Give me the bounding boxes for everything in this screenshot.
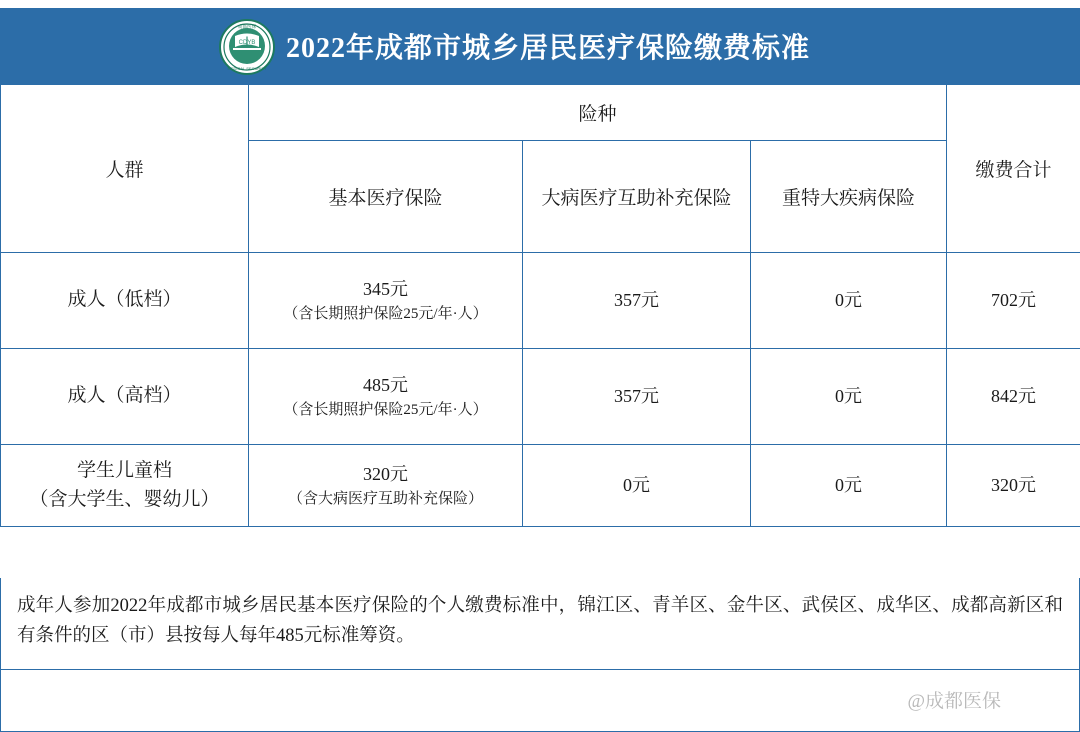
- footer-bar: [0, 670, 1080, 732]
- cell-basic-amount: 485元: [363, 374, 408, 395]
- table-row: [1, 253, 1080, 349]
- table-header-row-1: [1, 85, 1080, 141]
- svg-text:成都医保: 成都医保: [237, 24, 257, 29]
- row-label-student: [1, 445, 249, 527]
- cell-critical-student: 0元: [751, 445, 947, 527]
- premium-table-wrapper: [0, 84, 1080, 527]
- table-row: [1, 445, 1080, 527]
- page-title: 2022年成都市城乡居民医疗保险缴费标准: [286, 33, 811, 64]
- table-footnote: 成年人参加2022年成都市城乡居民基本医疗保险的个人缴费标准中，锦江区、青羊区、金牛区、武侯区、成华区、成都高新区和有条件的区（市）县按每人每年485元标准筹资。: [0, 578, 1080, 670]
- cell-basic-adult-low: [249, 253, 523, 349]
- svg-text:MEDICAL SECURITY: MEDICAL SECURITY: [227, 66, 267, 71]
- cell-total-adult-low: 702元: [947, 253, 1080, 349]
- row-label-adult-low: 成人（低档）: [1, 253, 249, 349]
- premium-table: [0, 84, 1080, 527]
- cell-critical-adult-low: 0元: [751, 253, 947, 349]
- svg-text:CDYB: CDYB: [238, 40, 256, 46]
- cell-serious-adult-low: 357元: [523, 253, 751, 349]
- cell-critical-adult-high: 0元: [751, 349, 947, 445]
- cell-serious-student: 0元: [523, 445, 751, 527]
- cell-serious-adult-high: 357元: [523, 349, 751, 445]
- cell-basic-student: [249, 445, 523, 527]
- medical-insurance-emblem-icon: [218, 18, 276, 76]
- row-label-student-line1: 学生儿童档: [76, 460, 172, 481]
- header-insurance-group: 险种: [249, 85, 947, 141]
- header-serious-illness-insurance: 大病医疗互助补充保险: [523, 141, 751, 253]
- cell-basic-note: （含大病医疗互助补充保险）: [287, 490, 483, 507]
- cell-total-adult-high: 842元: [947, 349, 1080, 445]
- header-basic-insurance: 基本医疗保险: [249, 141, 523, 253]
- cell-basic-amount: 320元: [363, 463, 408, 484]
- cell-basic-note: （含长期照护保险25元/年·人）: [283, 305, 488, 322]
- header-critical-illness-insurance: 重特大疾病保险: [751, 141, 947, 253]
- watermark-label: @成都医保: [907, 691, 1001, 712]
- table-row: [1, 349, 1080, 445]
- row-label-student-line2: （含大学生、婴幼儿）: [29, 488, 220, 510]
- header-total: 缴费合计: [947, 85, 1080, 253]
- cell-total-student: 320元: [947, 445, 1080, 527]
- cell-basic-adult-high: [249, 349, 523, 445]
- header-banner: [0, 8, 1080, 84]
- cell-basic-amount: 345元: [363, 278, 408, 299]
- cell-basic-note: （含长期照护保险25元/年·人）: [283, 401, 488, 418]
- header-people: 人群: [1, 85, 249, 253]
- row-label-adult-high: 成人（高档）: [1, 349, 249, 445]
